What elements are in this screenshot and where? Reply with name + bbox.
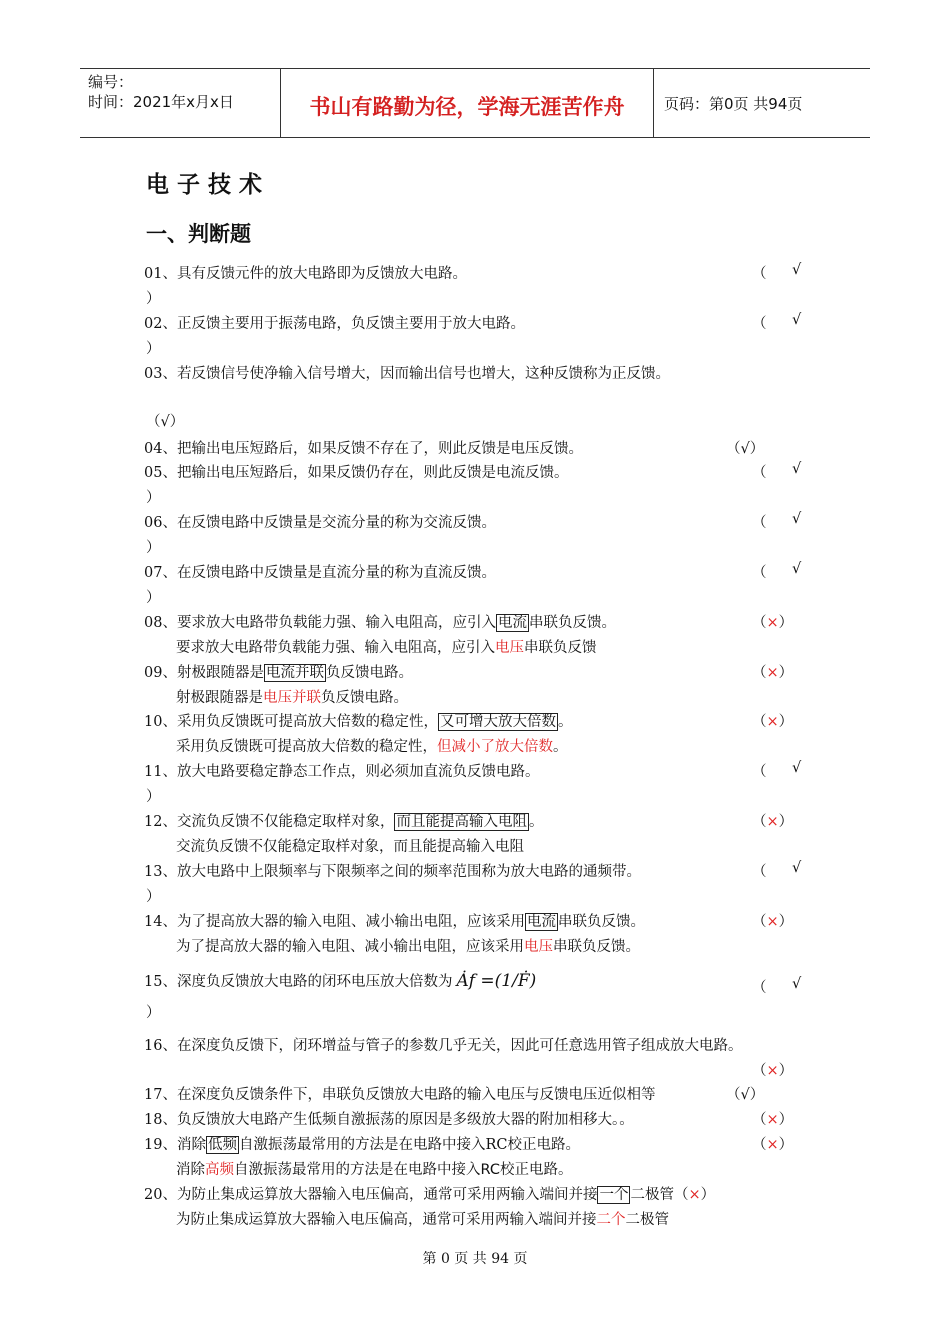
corrected-statement: [176, 686, 408, 707]
answer-bracket-open: （: [752, 316, 767, 332]
answer-bracket-open: （: [752, 864, 767, 880]
question-number: 12、: [144, 814, 177, 830]
answer-mark: √: [792, 511, 802, 527]
question-item: [144, 810, 543, 831]
corrected-text: 为防止集成运算放大器输入电压偏高，通常可采用两输入端间并接: [176, 1212, 597, 1228]
question-item: [144, 1133, 580, 1154]
question-number: 06、: [144, 515, 177, 531]
question-number: 13、: [144, 864, 177, 880]
question-text: 在深度负反馈条件下，串联负反馈放大电路的输入电压与反馈电压近似相等: [176, 1087, 656, 1103]
header-right-cell: [654, 69, 870, 137]
corrected-statement: [176, 1158, 572, 1179]
time-label: 时间：2021年x月x日: [88, 93, 234, 111]
corrected-text: 负反馈电路。: [321, 690, 408, 706]
question-number: 02、: [144, 316, 177, 332]
question-text: 串联负反馈。: [557, 914, 645, 930]
answer-bracket-close: ）: [146, 490, 161, 506]
answer-bracket-close: ）: [146, 291, 161, 307]
question-item: [144, 262, 467, 283]
corrected-text: 消除: [176, 1162, 205, 1178]
question-text: 放大电路中上限频率与下限频率之间的频率范围称为放大电路的通频带。: [176, 864, 641, 880]
question-text: 为防止集成运算放大器输入电压偏高，通常可采用两输入端间并接: [176, 1187, 598, 1203]
page-info: 页码：第0页 共94页: [664, 95, 803, 113]
answer-mark: √: [792, 561, 802, 577]
answer-bracket: [752, 1059, 793, 1080]
doc-title: 电子技术: [146, 172, 270, 198]
error-highlight: 而且能提高输入电阻: [396, 814, 527, 830]
answer-bracket-close: ）: [778, 1137, 794, 1153]
question-number: 03、: [144, 366, 177, 382]
question-number: 05、: [144, 465, 177, 481]
answer-bracket-open: （: [752, 914, 767, 930]
answer-bracket-close: ）: [169, 414, 185, 430]
question-text: 深度负反馈放大电路的闭环电压放大倍数为: [176, 974, 453, 990]
answer-bracket-open: （: [673, 1187, 689, 1203]
answer-bracket-open: （: [752, 1112, 767, 1128]
answer-bracket-close: ）: [146, 341, 161, 357]
corrected-text: 采用负反馈既可提高放大倍数的稳定性，: [176, 739, 437, 755]
correction-highlight: 但减小了放大倍数: [437, 739, 553, 755]
error-highlight: 一个: [599, 1187, 629, 1203]
answer-bracket-open: （: [752, 615, 767, 631]
question-text: 在深度负反馈下，闭环增益与管子的参数几乎无关，因此可任意选用管子组成放大电路。: [176, 1038, 743, 1054]
question-item: [144, 1083, 655, 1104]
answer-mark: ×: [688, 1187, 701, 1203]
error-highlight: 又可增大放大倍数: [439, 714, 556, 730]
question-item: [144, 760, 539, 781]
corrected-statement: [176, 1208, 669, 1229]
question-text: 负反馈电路。: [325, 665, 413, 681]
question-text: 射极跟随器是: [176, 665, 264, 681]
corrected-statement: [176, 935, 640, 956]
question-item: [144, 561, 496, 582]
corrected-text: 射极跟随器是: [176, 690, 263, 706]
question-item: [144, 437, 583, 458]
answer-mark: ×: [766, 1063, 779, 1079]
answer-bracket-close: ）: [778, 615, 794, 631]
question-text: 。: [557, 714, 573, 730]
question-number: 04、: [144, 441, 177, 457]
question-text: 。: [528, 814, 544, 830]
question-text: 负反馈放大电路产生低频自激振荡的原因是多级放大器的附加相移大。。: [176, 1112, 634, 1128]
question-item: [144, 461, 568, 482]
question-text: 要求放大电路带负载能力强、输入电阻高，应引入: [176, 615, 496, 631]
answer-mark: ×: [766, 714, 779, 730]
answer-bracket-close: ）: [700, 1187, 716, 1203]
question-item: [144, 860, 641, 881]
answer-bracket: [752, 661, 793, 682]
answer-bracket: [752, 611, 793, 632]
serial-label: 编号：: [88, 73, 134, 91]
answer-mark: ×: [766, 814, 779, 830]
question-item: [144, 661, 413, 682]
answer-bracket-close: ）: [749, 441, 765, 457]
answer-bracket-open: （: [752, 565, 767, 581]
answer-mark: √: [792, 976, 802, 992]
answer-bracket-close: ）: [778, 714, 794, 730]
corrected-statement: [176, 636, 597, 657]
question-text: 正反馈主要用于振荡电路，负反馈主要用于放大电路。: [176, 316, 525, 332]
answer-mark: √: [792, 461, 802, 477]
answer-bracket: [752, 1133, 793, 1154]
answer-mark: ×: [766, 1112, 779, 1128]
answer-mark: √: [792, 860, 802, 876]
answer-bracket-open: （: [752, 266, 767, 282]
question-text: 把输出电压短路后，如果反馈不存在了，则此反馈是电压反馈。: [176, 441, 583, 457]
answer-bracket: [146, 410, 184, 431]
corrected-text: 。: [553, 739, 568, 755]
corrected-text: 为了提高放大器的输入电阻、减小输出电阻，应该采用: [176, 939, 524, 955]
question-text: 交流负反馈不仅能稳定取样对象，: [176, 814, 395, 830]
answer-mark: √: [792, 760, 802, 776]
question-number: 01、: [144, 266, 177, 282]
question-text: 自激振荡最常用的方法是在电路中接入RC校正电路。: [238, 1137, 580, 1153]
answer-bracket-close: ）: [778, 665, 794, 681]
answer-mark: √: [160, 414, 170, 430]
question-text: 若反馈信号使净输入信号增大，因而输出信号也增大，这种反馈称为正反馈。: [176, 366, 670, 382]
answer-bracket-close: ）: [749, 1087, 765, 1103]
question-number: 11、: [144, 764, 177, 780]
page-header: [80, 68, 870, 138]
correction-highlight: 电压: [524, 939, 553, 955]
question-item: [144, 511, 496, 532]
answer-mark: ×: [766, 615, 779, 631]
question-number: 20、: [144, 1187, 177, 1203]
answer-bracket: [674, 1187, 715, 1203]
correction-highlight: 电压并联: [263, 690, 321, 706]
error-highlight: 电流: [526, 914, 556, 930]
question-item: [144, 710, 572, 731]
motto: 书山有路勤为径，学海无涯苦作舟: [309, 95, 625, 119]
answer-bracket: [752, 910, 793, 931]
question-text: 二极管: [630, 1187, 674, 1203]
question-text: 串联负反馈。: [528, 615, 616, 631]
page-footer: 第 0 页 共 94 页: [422, 1251, 528, 1267]
answer-bracket-close: ）: [146, 590, 161, 606]
answer-bracket: [726, 437, 764, 458]
question-item: [144, 611, 616, 632]
question-text: 采用负反馈既可提高放大倍数的稳定性，: [176, 714, 438, 730]
answer-bracket-open: （: [752, 665, 767, 681]
answer-mark: ×: [766, 914, 779, 930]
answer-bracket-close: ）: [778, 1063, 794, 1079]
error-highlight: 电流并联: [265, 665, 324, 681]
answer-bracket-open: （: [752, 714, 767, 730]
corrected-text: 要求放大电路带负载能力强、输入电阻高，应引入: [176, 640, 495, 656]
answer-bracket-close: ）: [778, 1112, 794, 1128]
answer-mark: √: [740, 1087, 750, 1103]
answer-bracket-close: ）: [146, 540, 161, 556]
question-text: 在反馈电路中反馈量是直流分量的称为直流反馈。: [176, 565, 496, 581]
answer-bracket: [726, 1083, 764, 1104]
question-number: 08、: [144, 615, 177, 631]
question-text: 把输出电压短路后，如果反馈仍存在，则此反馈是电流反馈。: [176, 465, 569, 481]
question-number: 16、: [144, 1038, 177, 1054]
corrected-text: 串联负反馈。: [553, 939, 640, 955]
correction-highlight: 二个: [596, 1212, 626, 1228]
answer-mark: √: [740, 441, 750, 457]
answer-mark: √: [792, 262, 802, 278]
answer-bracket: [752, 710, 793, 731]
question-item: [144, 1034, 742, 1055]
question-item: [144, 312, 525, 333]
answer-bracket-close: ）: [778, 814, 794, 830]
error-highlight: 低频: [207, 1137, 237, 1153]
question-number: 18、: [144, 1112, 177, 1128]
question-text: 在反馈电路中反馈量是交流分量的称为交流反馈。: [176, 515, 496, 531]
question-number: 14、: [144, 914, 177, 930]
question-text: 具有反馈元件的放大电路即为反馈放大电路。: [176, 266, 467, 282]
correction-highlight: 电压: [495, 640, 524, 656]
question-text: 为了提高放大器的输入电阻、减小输出电阻，应该采用: [176, 914, 525, 930]
error-highlight: 电流: [497, 615, 527, 631]
answer-bracket-close: ）: [146, 789, 161, 805]
answer-bracket-open: （: [752, 515, 767, 531]
answer-bracket-close: ）: [146, 1005, 161, 1021]
question-item: [144, 362, 670, 383]
question-number: 19、: [144, 1137, 177, 1153]
answer-bracket-open: （: [752, 980, 767, 996]
question-number: 07、: [144, 565, 177, 581]
question-text: 放大电路要稳定静态工作点，则必须加直流负反馈电路。: [176, 764, 540, 780]
corrected-text: 自激振荡最常用的方法是在电路中接入RC校正电路。: [234, 1162, 573, 1178]
answer-mark: ×: [766, 665, 779, 681]
section-title: 一、判断题: [146, 222, 251, 246]
answer-bracket-open: （: [726, 1087, 741, 1103]
corrected-text: 串联负反馈: [524, 640, 597, 656]
answer-mark: √: [792, 312, 802, 328]
question-item: [144, 910, 645, 931]
question-number: 15、: [144, 974, 177, 990]
corrected-text: 二极管: [625, 1212, 669, 1228]
question-number: 10、: [144, 714, 177, 730]
answer-mark: ×: [766, 1137, 779, 1153]
answer-bracket: [752, 810, 793, 831]
answer-bracket-open: （: [752, 1137, 767, 1153]
question-number: 17、: [144, 1087, 177, 1103]
answer-bracket: [752, 1108, 793, 1129]
answer-bracket-close: ）: [146, 889, 161, 905]
answer-bracket-open: （: [752, 764, 767, 780]
corrected-text: 交流负反馈不仅能稳定取样对象，而且能提高输入电阻: [176, 839, 524, 855]
answer-bracket-close: ）: [778, 914, 794, 930]
answer-bracket-open: （: [752, 1063, 767, 1079]
corrected-statement: [176, 835, 524, 856]
formula: Ȧf =(1/Ḟ): [456, 971, 537, 991]
header-left-cell: [80, 69, 281, 137]
correction-highlight: 高频: [205, 1162, 234, 1178]
question-item: [144, 970, 536, 991]
answer-bracket-open: （: [146, 414, 161, 430]
answer-bracket-open: （: [752, 465, 767, 481]
question-number: 09、: [144, 665, 177, 681]
corrected-statement: [176, 735, 568, 756]
answer-bracket-open: （: [752, 814, 767, 830]
header-center-cell: [281, 69, 654, 137]
question-item: [144, 1183, 715, 1204]
question-text: 消除: [176, 1137, 206, 1153]
answer-bracket-open: （: [726, 441, 741, 457]
question-item: [144, 1108, 634, 1129]
